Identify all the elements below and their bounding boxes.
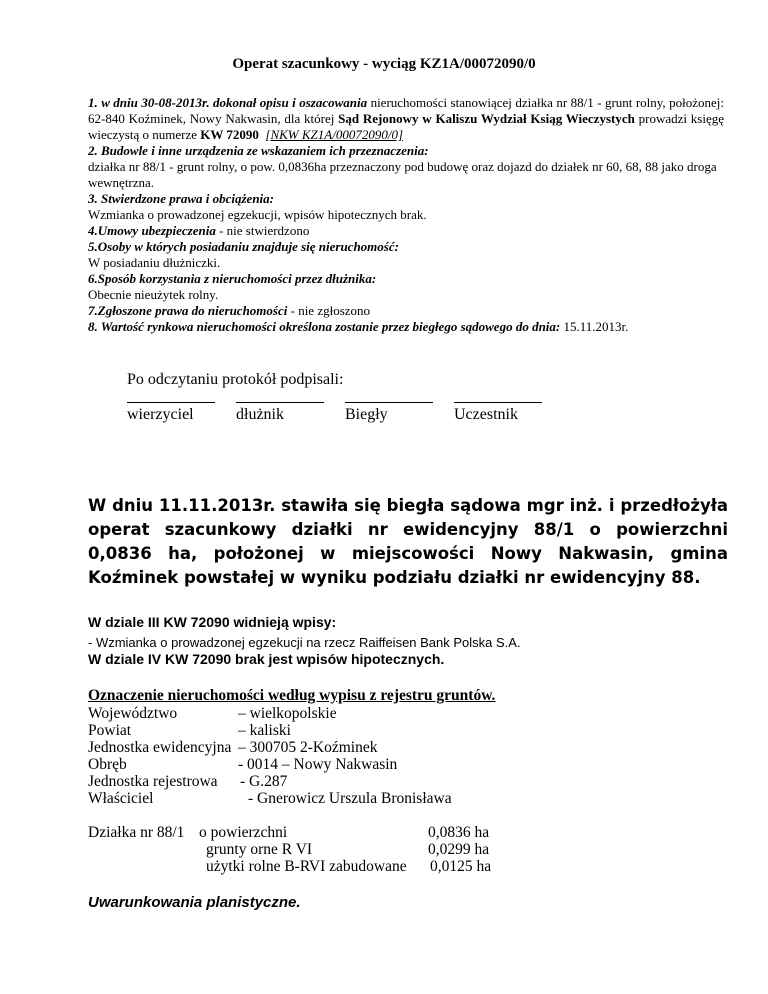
item-5-heading: 5.Osoby w których posiadaniu znajduje się nieruchomość: <box>88 239 399 254</box>
registry-value: - 0014 – Nowy Nakwasin <box>238 756 398 773</box>
kw-number: KW 72090 <box>200 127 259 142</box>
item-7-heading: 7.Zgłoszone prawa do nieruchomości <box>88 303 288 318</box>
nkw-link[interactable]: [NKW KZ1A/00072090/0] <box>265 127 404 142</box>
signed-caption: Po odczytaniu protokół podpisali: <box>127 371 344 388</box>
item-1-text: nieruchomości stanowiącej działka nr 88/1 - grunt rolny, położonej: 62-840 Koźminek, Nowy Nakwasin, dla której <box>88 95 724 126</box>
registry-row <box>88 739 608 756</box>
registry-key: Obręb <box>88 756 127 773</box>
signature-line <box>454 402 542 403</box>
registry-key: Powiat <box>88 722 132 739</box>
item-5-text: W posiadaniu dłużniczki. <box>88 255 221 270</box>
signature-creditor <box>127 392 215 424</box>
item-3-heading: 3. Stwierdzone prawa i obciążenia: <box>88 191 274 206</box>
item-4-text: - nie stwierdzono <box>215 223 310 238</box>
section-iv-heading: W dziale IV KW 72090 brak jest wpisów hipotecznych. <box>88 651 445 667</box>
item-4-heading: 4.Umowy ubezpieczenia <box>88 223 216 238</box>
parcel-area-value: 0,0836 ha <box>428 824 490 841</box>
parcel-arable-value: 0,0299 ha <box>428 841 490 858</box>
parcel-table <box>88 824 508 880</box>
item-8 <box>88 319 724 335</box>
item-7 <box>88 303 724 319</box>
signature-expert <box>345 392 433 424</box>
court-name: Sąd Rejonowy w Kaliszu Wydział Ksiąg Wieczystych <box>338 111 635 126</box>
main-paragraph: W dniu 11.11.2013r. stawiła się biegła sądowa mgr inż. i przedłożyła operat szacunkowy działki nr ewidencyjny 88/1 o powierzchni 0,0836 ha, położonej w miejscowości Nowy Nakwasin, gmina Koźminek powstałej w wyniku podziału działki nr ewidencyjny 88. <box>88 496 728 587</box>
item-2-text: działka nr 88/1 - grunt rolny, o pow. 0,0836ha przeznaczony pod budowę oraz dojazd do działek nr 60, 68, 88 jako droga wewnętrzna. <box>88 159 717 190</box>
item-2-heading: 2. Budowle i inne urządzenia ze wskazaniem ich przeznaczenia: <box>88 143 429 158</box>
item-1-text-2: prowadzi księgę wieczystą o numerze <box>88 111 724 142</box>
signature-line <box>236 402 324 403</box>
item-1 <box>88 95 724 143</box>
signature-row <box>127 392 567 428</box>
parcel-arable-label: grunty orne R VI <box>206 841 313 858</box>
item-6-heading: 6.Sposób korzystania z nieruchomości przez dłużnika: <box>88 271 377 286</box>
section-iii-heading: W dziale III KW 72090 widnieją wpisy: <box>88 614 337 630</box>
registry-row <box>88 722 608 739</box>
registry-value: - Gnerowicz Urszula Bronisława <box>248 790 452 807</box>
registry-value: – wielkopolskie <box>238 705 337 722</box>
item-3-text: Wzmianka o prowadzonej egzekucji, wpisów hipotecznych brak. <box>88 207 427 222</box>
parcel-built-value: 0,0125 ha <box>430 858 492 875</box>
item-4 <box>88 223 724 239</box>
document-title: Operat szacunkowy - wyciąg KZ1A/00072090/0 <box>232 56 536 72</box>
signature-line <box>345 402 433 403</box>
registry-value: - G.287 <box>240 773 288 790</box>
protocol-section <box>88 95 724 335</box>
registry-key: Jednostka rejestrowa <box>88 773 218 790</box>
parcel-label: Działka nr 88/1 <box>88 824 185 841</box>
registry-value: – kaliski <box>238 722 291 739</box>
registry-row <box>88 705 608 722</box>
item-8-heading: 8. Wartość rynkowa nieruchomości określona zostanie przez biegłego sądowego do dnia: <box>88 319 561 334</box>
registry-title: Oznaczenie nieruchomości według wypisu z rejestru gruntów. <box>88 687 496 704</box>
item-8-date: 15.11.2013r. <box>560 319 629 334</box>
parcel-area-label: o powierzchni <box>199 824 288 841</box>
registry-key: Właściciel <box>88 790 154 807</box>
signature-debtor <box>236 392 324 424</box>
registry-key: Jednostka ewidencyjna <box>88 739 232 756</box>
item-7-text: - nie zgłoszono <box>287 303 371 318</box>
planning-heading: Uwarunkowania planistyczne. <box>88 894 301 911</box>
section-iii-entry: - Wzmianka o prowadzonej egzekucji na rzecz Raiffeisen Bank Polska S.A. <box>88 635 521 650</box>
signature-label-participant: Uczestnik <box>454 406 518 423</box>
signature-label-debtor: dłużnik <box>236 406 284 423</box>
registry-row <box>88 790 608 807</box>
item-6-text: Obecnie nieużytek rolny. <box>88 287 219 302</box>
registry-row <box>88 756 608 773</box>
registry-value: – 300705 2-Koźminek <box>238 739 378 756</box>
signature-line <box>127 402 215 403</box>
registry-table <box>88 705 608 807</box>
signature-label-expert: Biegły <box>345 406 388 423</box>
parcel-built-label: użytki rolne B-RVI zabudowane <box>206 858 407 875</box>
signature-label-creditor: wierzyciel <box>127 406 194 423</box>
registry-row <box>88 773 608 790</box>
signature-participant <box>454 392 542 424</box>
item-1-heading: 1. w dniu 30-08-2013r. dokonał opisu i oszacowania <box>88 95 368 110</box>
registry-key: Województwo <box>88 705 178 722</box>
